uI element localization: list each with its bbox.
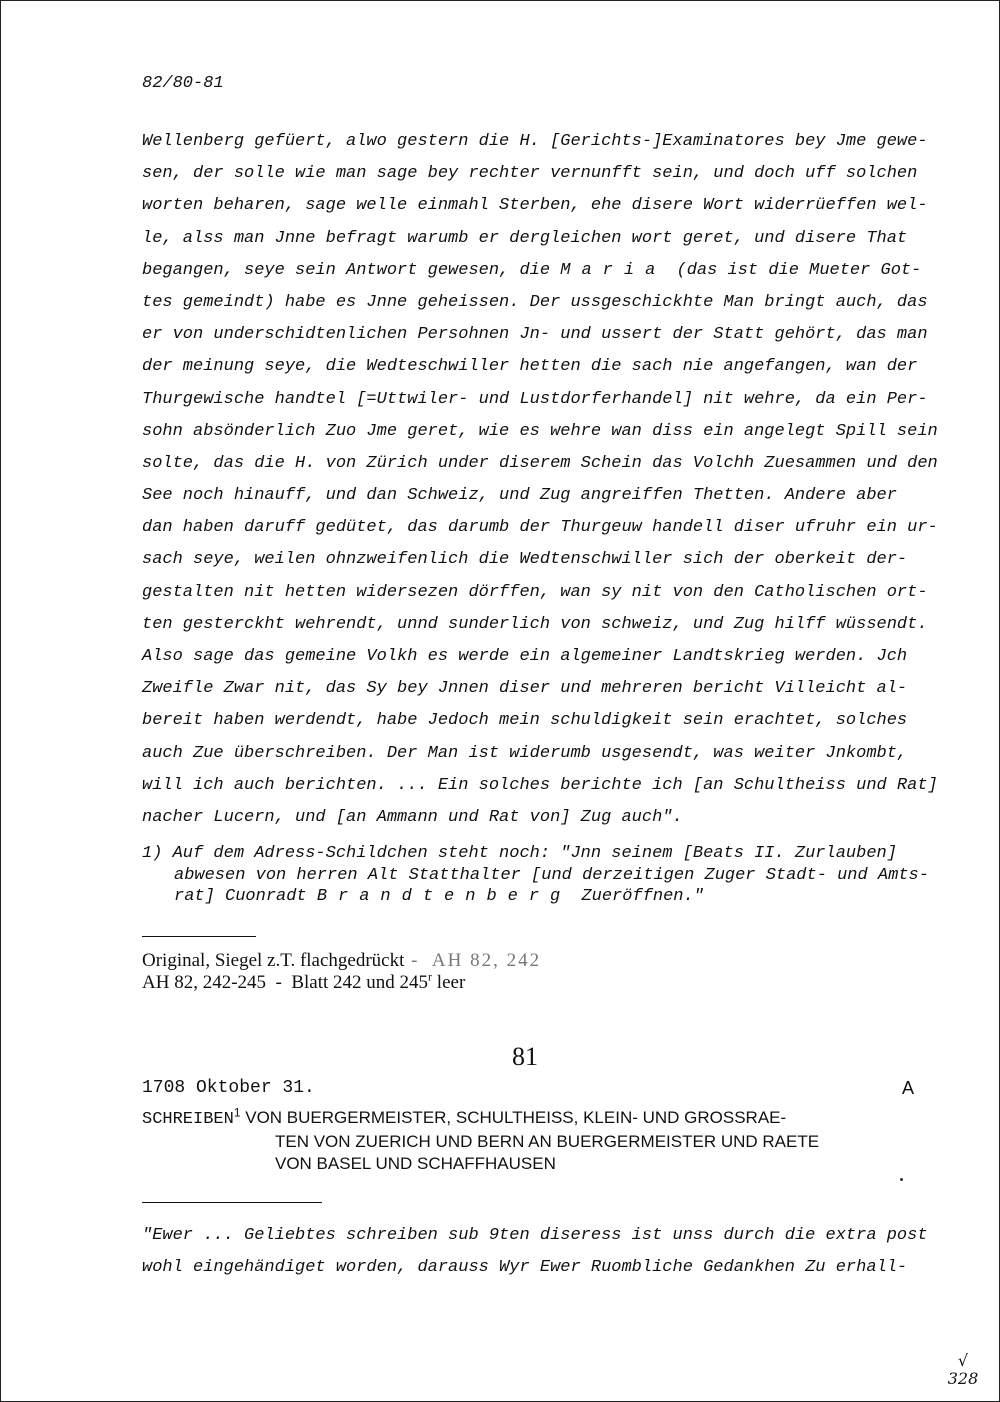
footnote-line: abwesen von herren Alt Statthalter [und derzeitigen Zuger Stadt- und Amts- (174, 865, 929, 885)
source-part: AH 82, 242-245 - Blatt 242 und 245 (142, 972, 429, 993)
body-line: gestalten nit hetten widersezen dörffen, wan sy nit von den Catholischen ort- (142, 582, 928, 602)
body-line: sen, der solle wie man sage bey rechter vernunfft sein, und doch uff solchen (142, 164, 918, 184)
divider-rule (142, 1202, 322, 1203)
source-note (142, 950, 541, 994)
body-line: dan haben daruff gedütet, das darumb der Thurgeuw handell diser ufruhr ein ur- (142, 518, 938, 538)
page-number: 328 (947, 1369, 979, 1388)
source-line (142, 969, 541, 994)
body-line: Thurgewische handtel [=Uttwiler- und Lustdorferhandel] nit wehre, da ein Per- (142, 389, 928, 409)
title-lead: SCHREIBEN (142, 1110, 234, 1129)
body-line: der meinung seye, die Wedteschwiller hetten die sach nie angefangen, wan der (142, 357, 918, 377)
footnote-part: rat] Cuonradt (174, 887, 317, 906)
header-reference: 82/80-81 (142, 74, 224, 93)
body-line: er von underschidtenlichen Persohnen Jn- und ussert der Statt gehört, das man (142, 325, 928, 345)
quote-line: wohl eingehändiget worden, darauss Wyr Ewer Ruombliche Gedankhen Zu erhall- (142, 1258, 908, 1277)
document-number: 81 (512, 1042, 538, 1071)
title-line: TEN VON ZUERICH UND BERN AN BUERGERMEISTER UND RAETE (275, 1132, 820, 1151)
body-line: Zweifle Zwar nit, das Sy bey Jnnen diser und mehreren bericht Villeicht al- (142, 679, 908, 699)
footnote (142, 843, 929, 908)
body-line: Wellenberg gefüert, alwo gestern die H. [Gerichts-]Examinatores bey Jme gewe- (142, 132, 928, 151)
body-line: worten beharen, sage welle einmahl Sterben, ehe disere Wort widerrüeffen wel- (142, 196, 928, 216)
footnote-part: Zueröffnen." (571, 887, 704, 906)
spaced-name-brandtenberg: Brandtenberg (316, 887, 572, 906)
body-line: Also sage das gemeine Volkh es werde ein algemeiner Landtskrieg werden. Jch (142, 647, 908, 666)
footnote-line (142, 886, 926, 908)
source-superscript: r (428, 969, 433, 984)
body-line: nacher Lucern, und [an Ammann und Rat von] Zug auch". (142, 807, 683, 827)
source-part: Original, Siegel z.T. flachgedrückt (142, 950, 405, 971)
source-faint-part: - AH 82, 242 (404, 950, 542, 971)
title-superscript: 1 (233, 1105, 241, 1120)
body-text (142, 126, 938, 834)
document-class: A (901, 1078, 914, 1098)
body-line: solte, das die H. von Zürich under diserem Schein das Volchh Zuesammen und den (142, 453, 938, 473)
source-part: leer (432, 972, 466, 993)
source-line (142, 950, 541, 972)
body-line-part: (das ist die Mueter Got- (666, 260, 922, 280)
body-line-maria (142, 255, 926, 287)
footnote-line: 1) Auf dem Adress-Schildchen steht noch: "Jnn seinem [Beats II. Zurlauben] (142, 844, 897, 863)
check-mark: √ (957, 1351, 969, 1370)
body-line: auch Zue überschreiben. Der Man ist widerumb usgesendt, was weiter Jnkombt, (142, 743, 908, 763)
title-line (142, 1107, 932, 1131)
spaced-name-maria: Maria (560, 260, 667, 280)
body-line: See noch hinauff, und dan Schweiz, und Zug angreiffen Thetten. Andere aber (142, 486, 897, 506)
divider-rule (142, 936, 256, 937)
quote-text (142, 1220, 926, 1284)
body-line-part: begangen, seye sein Antwort gewesen, die (142, 260, 561, 280)
body-line: sach seye, weilen ohnzweifenlich die Wedtenschwiller sich der oberkeit der- (142, 550, 908, 570)
body-line: le, alss man Jnne befragt warumb er dergleichen wort geret, und disere That (142, 228, 908, 248)
speck-mark (900, 1178, 903, 1181)
title-part: VON BUERGERMEISTER, SCHULTHEISS, KLEIN- UND GROSSRAE- (240, 1108, 787, 1127)
body-line: will ich auch berichten. ... Ein solches berichte ich [an Schultheiss und Rat] (142, 775, 938, 795)
body-line: ten gesterckht wehrendt, unnd sunderlich von schweiz, und Zug hilff wüssendt. (142, 614, 928, 634)
body-line: sohn absönderlich Zuo Jme geret, wie es wehre wan diss ein angelegt Spill sein (142, 421, 938, 441)
title-line: VON BASEL UND SCHAFFHAUSEN (275, 1154, 556, 1173)
document-date: 1708 Oktober 31. (142, 1078, 315, 1098)
quote-line: "Ewer ... Geliebtes schreiben sub 9ten diseress ist unss durch die extra post (142, 1226, 928, 1245)
document-title (142, 1107, 932, 1175)
body-line: bereit haben werdendt, habe Jedoch mein schuldigkeit sein erachtet, solches (142, 711, 908, 731)
handwritten-page-mark (938, 1352, 988, 1388)
body-line: tes gemeindt) habe es Jnne geheissen. Der ussgeschickhte Man bringt auch, das (142, 292, 928, 312)
